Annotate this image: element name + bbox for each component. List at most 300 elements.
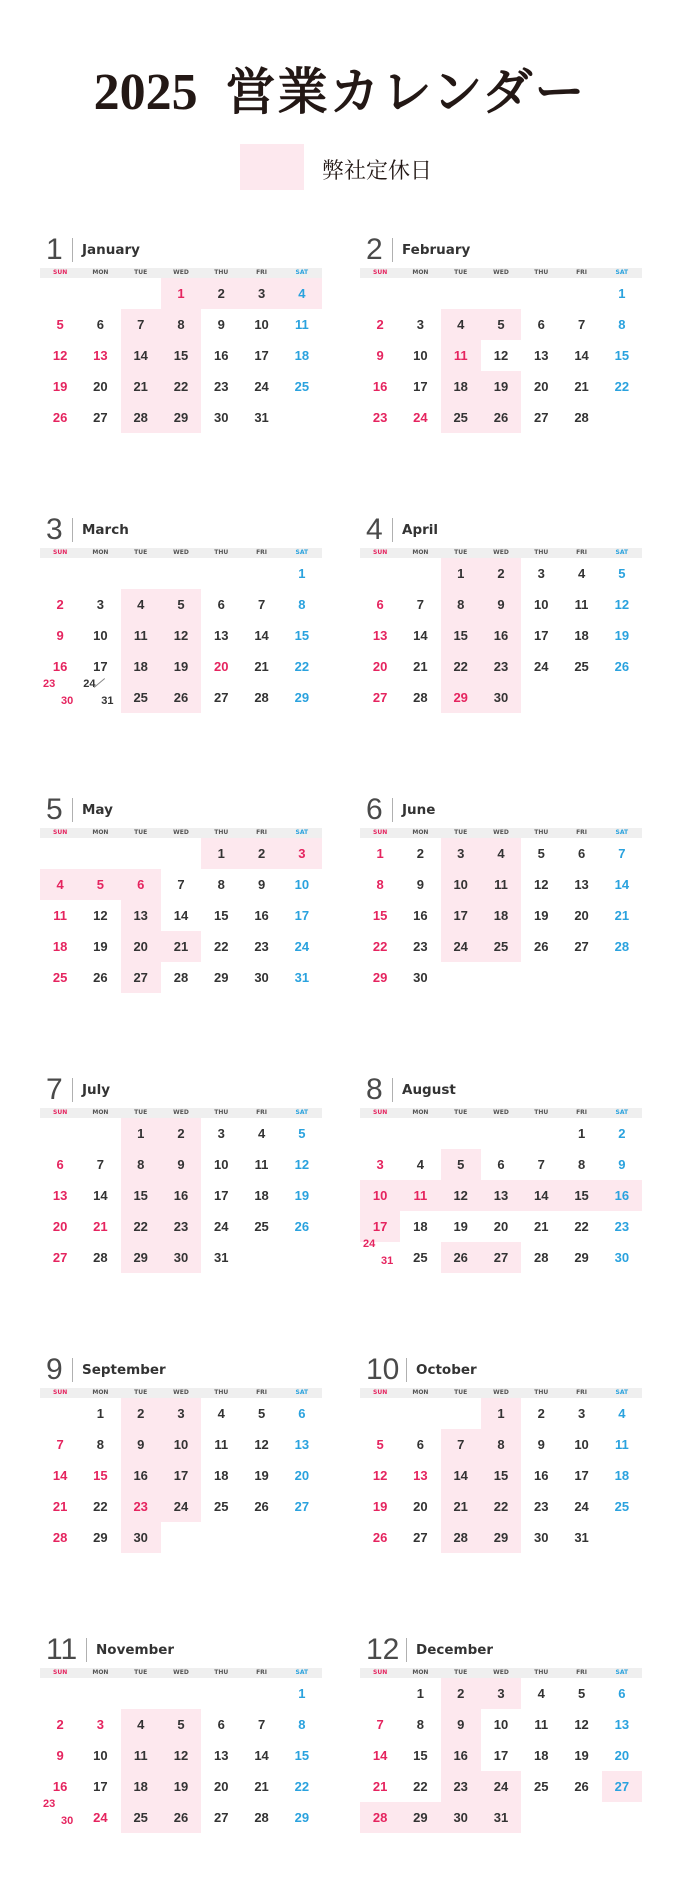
day-cell: 2 xyxy=(537,1406,545,1421)
month-june xyxy=(360,790,642,990)
day-cell: 7 xyxy=(121,309,161,340)
weekday-sat: SAT xyxy=(615,269,629,276)
month-number: 8 xyxy=(366,1073,383,1106)
month-header xyxy=(40,230,322,270)
day-cell: 8 xyxy=(96,1437,105,1452)
day-cell: 20 xyxy=(214,1779,229,1794)
day-cell: 4 xyxy=(121,1709,161,1740)
weekday-header xyxy=(40,828,322,838)
day-cell: 28 xyxy=(52,1530,68,1545)
day-cell: 26 xyxy=(294,1219,310,1234)
day-cell: 18 xyxy=(121,1771,161,1802)
day-cell: 5 xyxy=(441,1149,481,1180)
day-cell: 5 xyxy=(537,846,545,861)
day-cell: 26 xyxy=(93,970,108,985)
day-cell: 20 xyxy=(294,1468,310,1483)
day-cell: 21 xyxy=(372,1779,388,1794)
day-cell: 8 xyxy=(618,317,626,332)
day-cell: 18 xyxy=(534,1748,549,1763)
day-cell: 15 xyxy=(161,340,201,371)
day-cell: 10 xyxy=(441,869,481,900)
day-cell: 20 xyxy=(93,379,108,394)
day-cell: 19 xyxy=(453,1219,468,1234)
day-cell: 2 xyxy=(618,1126,626,1141)
day-cell: 30 xyxy=(161,1242,201,1273)
weekday-sun: SUN xyxy=(53,1109,68,1116)
day-cell: 2 xyxy=(56,1717,64,1732)
day-cell: 8 xyxy=(416,1717,425,1732)
day-cell: 10 xyxy=(161,1429,201,1460)
weekday-wed: WED xyxy=(173,1389,189,1396)
day-cell: 19 xyxy=(574,1748,589,1763)
day-cell: 9 xyxy=(56,1748,64,1763)
weekday-wed: WED xyxy=(493,269,509,276)
day-cell: 4 xyxy=(40,869,80,900)
day-cell: 22 xyxy=(372,939,388,954)
day-cell: 25 xyxy=(121,682,161,713)
weekday-tue: TUE xyxy=(134,1389,148,1396)
month-number: 3 xyxy=(46,513,63,546)
day-cell: 2 xyxy=(441,1678,481,1709)
day-cell: 18 xyxy=(254,1188,269,1203)
day-cell: 1 xyxy=(577,1126,586,1141)
day-cell: 30 xyxy=(481,682,521,713)
weekday-sat: SAT xyxy=(295,269,309,276)
day-cell: 30 xyxy=(254,970,269,985)
day-cell: 2 xyxy=(121,1398,161,1429)
day-cell: 5 xyxy=(257,1406,266,1421)
month-header xyxy=(360,230,642,270)
month-divider xyxy=(406,1358,407,1382)
day-cell: 13 xyxy=(481,1180,521,1211)
day-cell: 26 xyxy=(574,1779,589,1794)
day-cell: 29 xyxy=(372,970,388,985)
weekday-sat: SAT xyxy=(295,1669,309,1676)
day-cell: 23 xyxy=(161,1211,201,1242)
day-cell: 22 xyxy=(294,1779,310,1794)
day-cell: 24 xyxy=(214,1219,229,1234)
day-cell: 15 xyxy=(441,620,481,651)
day-cell: 12 xyxy=(52,348,68,363)
day-cell: 19 xyxy=(52,379,68,394)
weekday-mon: MON xyxy=(412,829,429,836)
day-cell: 5 xyxy=(298,1126,306,1141)
day-cell: 27 xyxy=(481,1242,521,1273)
day-cell: 3 xyxy=(217,1126,225,1141)
day-cell: 2 xyxy=(376,317,384,332)
day-cell: 2 xyxy=(161,1118,201,1149)
day-cell: 22 xyxy=(214,939,229,954)
day-cell: 6 xyxy=(298,1406,306,1421)
day-cell: 3 xyxy=(577,1406,586,1421)
weekday-wed: WED xyxy=(173,269,189,276)
day-cell: 20 xyxy=(413,1499,428,1514)
day-cell: 2 xyxy=(201,278,241,309)
month-days xyxy=(40,1398,322,1558)
day-cell: 8 xyxy=(441,589,481,620)
day-cell: 25 xyxy=(481,931,521,962)
weekday-sun: SUN xyxy=(373,549,388,556)
day-cell: 14 xyxy=(614,877,630,892)
day-cell: 14 xyxy=(574,348,589,363)
day-cell: 12 xyxy=(161,1740,201,1771)
legend-swatch xyxy=(240,144,304,190)
month-divider xyxy=(406,1638,407,1662)
weekday-fri: FRI xyxy=(576,829,588,836)
day-cell: 14 xyxy=(441,1460,481,1491)
day-cell: 28 xyxy=(574,410,589,425)
day-cell: 3 xyxy=(282,838,322,869)
month-name: April xyxy=(402,522,439,538)
month-february xyxy=(360,230,642,430)
day-cell: 15 xyxy=(561,1180,601,1211)
month-name: March xyxy=(82,522,129,538)
day-cell-pair: 24 31 xyxy=(363,1238,394,1267)
month-divider xyxy=(392,518,393,542)
day-cell: 17 xyxy=(161,1460,201,1491)
day-cell: 6 xyxy=(376,597,384,612)
month-days xyxy=(40,278,322,438)
month-march xyxy=(40,510,322,710)
day-cell: 17 xyxy=(574,1468,589,1483)
day-cell: 23 xyxy=(614,1219,630,1234)
day-cell: 26 xyxy=(441,1242,481,1273)
day-cell: 21 xyxy=(254,1779,269,1794)
day-cell: 8 xyxy=(161,309,201,340)
day-cell: 5 xyxy=(376,1437,384,1452)
weekday-sat: SAT xyxy=(615,1389,629,1396)
day-cell: 16 xyxy=(254,908,269,923)
weekday-wed: WED xyxy=(173,1669,189,1676)
month-number: 4 xyxy=(366,513,383,546)
month-divider xyxy=(392,1078,393,1102)
day-cell: 19 xyxy=(372,1499,388,1514)
day-cell: 28 xyxy=(413,690,428,705)
weekday-tue: TUE xyxy=(454,1389,468,1396)
weekday-header xyxy=(360,1388,642,1398)
day-cell: 18 xyxy=(121,651,161,682)
day-cell: 6 xyxy=(497,1157,505,1172)
day-cell: 1 xyxy=(416,1686,425,1701)
weekday-sun: SUN xyxy=(53,269,68,276)
month-number: 2 xyxy=(366,233,383,266)
month-name: May xyxy=(82,802,113,818)
month-header xyxy=(360,510,642,550)
weekday-mon: MON xyxy=(92,829,109,836)
day-cell: 29 xyxy=(161,402,201,433)
day-cell: 27 xyxy=(121,962,161,993)
day-cell: 1 xyxy=(298,566,306,581)
day-cell: 12 xyxy=(493,348,509,363)
day-cell: 12 xyxy=(372,1468,388,1483)
month-november xyxy=(40,1630,322,1830)
legend-label: 弊社定休日 xyxy=(322,159,433,184)
day-cell: 31 xyxy=(574,1530,589,1545)
month-number: 1 xyxy=(46,233,63,266)
day-cell: 31 xyxy=(294,970,310,985)
month-header xyxy=(360,1630,642,1670)
weekday-thu: THU xyxy=(214,1669,229,1676)
month-header xyxy=(40,510,322,550)
day-cell: 19 xyxy=(534,908,549,923)
day-cell: 22 xyxy=(574,1219,589,1234)
day-cell: 29 xyxy=(400,1802,440,1833)
day-cell: 14 xyxy=(254,1748,269,1763)
weekday-thu: THU xyxy=(214,1109,229,1116)
day-cell: 12 xyxy=(441,1180,481,1211)
weekday-sat: SAT xyxy=(615,1669,629,1676)
day-cell: 28 xyxy=(254,690,269,705)
day-cell: 25 xyxy=(52,970,68,985)
day-cell: 1 xyxy=(121,1118,161,1149)
day-cell: 16 xyxy=(52,1779,68,1794)
month-divider xyxy=(72,1358,73,1382)
day-cell: 13 xyxy=(52,1188,68,1203)
month-header xyxy=(40,1350,322,1390)
day-cell: 29 xyxy=(481,1522,521,1553)
day-cell: 16 xyxy=(214,348,229,363)
day-cell: 8 xyxy=(121,1149,161,1180)
day-cell: 5 xyxy=(161,1709,201,1740)
day-cell: 29 xyxy=(93,1530,108,1545)
day-cell: 3 xyxy=(241,278,281,309)
month-name: October xyxy=(416,1362,477,1378)
weekday-fri: FRI xyxy=(576,1109,588,1116)
weekday-mon: MON xyxy=(412,269,429,276)
day-cell: 15 xyxy=(481,1460,521,1491)
day-cell: 7 xyxy=(577,317,586,332)
day-cell: 30 xyxy=(614,1250,630,1265)
day-cell: 21 xyxy=(121,371,161,402)
day-cell: 18 xyxy=(574,628,589,643)
weekday-tue: TUE xyxy=(454,269,468,276)
day-cell: 25 xyxy=(614,1499,630,1514)
day-cell: 12 xyxy=(254,1437,269,1452)
day-cell: 26 xyxy=(161,1802,201,1833)
day-cell: 15 xyxy=(93,1468,108,1483)
day-cell: 1 xyxy=(618,286,626,301)
day-cell: 7 xyxy=(257,1717,266,1732)
weekday-fri: FRI xyxy=(576,1389,588,1396)
day-cell: 31 xyxy=(254,410,269,425)
weekday-thu: THU xyxy=(214,549,229,556)
month-name: November xyxy=(96,1642,175,1658)
weekday-header xyxy=(360,548,642,558)
month-august xyxy=(360,1070,642,1270)
weekday-header xyxy=(360,1108,642,1118)
weekday-sat: SAT xyxy=(295,1389,309,1396)
day-cell: 16 xyxy=(161,1180,201,1211)
day-cell: 25 xyxy=(441,402,481,433)
weekday-wed: WED xyxy=(173,829,189,836)
month-days xyxy=(40,558,322,718)
month-number: 6 xyxy=(366,793,383,826)
day-cell: 31 xyxy=(214,1250,229,1265)
day-cell: 12 xyxy=(534,877,549,892)
day-cell: 12 xyxy=(614,597,630,612)
day-cell: 4 xyxy=(257,1126,266,1141)
day-cell: 13 xyxy=(413,1468,428,1483)
day-cell: 28 xyxy=(614,939,630,954)
weekday-fri: FRI xyxy=(256,269,268,276)
day-cell: 11 xyxy=(534,1717,549,1732)
day-cell: 14 xyxy=(121,340,161,371)
day-cell: 4 xyxy=(121,589,161,620)
day-cell: 26 xyxy=(254,1499,269,1514)
day-cell: 28 xyxy=(441,1522,481,1553)
day-cell: 4 xyxy=(441,309,481,340)
day-cell: 17 xyxy=(360,1211,400,1242)
weekday-thu: THU xyxy=(534,1669,549,1676)
weekday-fri: FRI xyxy=(576,269,588,276)
weekday-sat: SAT xyxy=(615,549,629,556)
day-cell: 21 xyxy=(93,1219,108,1234)
weekday-fri: FRI xyxy=(256,1109,268,1116)
day-cell: 25 xyxy=(534,1779,549,1794)
day-cell: 30 xyxy=(413,970,428,985)
weekday-tue: TUE xyxy=(454,1669,468,1676)
weekday-fri: FRI xyxy=(256,1389,268,1396)
day-cell: 5 xyxy=(577,1686,586,1701)
month-days xyxy=(360,838,642,998)
day-cell: 2 xyxy=(56,597,64,612)
day-cell: 17 xyxy=(441,900,481,931)
day-cell: 9 xyxy=(161,1149,201,1180)
day-cell: 10 xyxy=(360,1180,400,1211)
month-number: 11 xyxy=(46,1633,78,1666)
month-january xyxy=(40,230,322,430)
month-divider xyxy=(86,1638,87,1662)
day-cell: 20 xyxy=(493,1219,509,1234)
weekday-tue: TUE xyxy=(134,269,148,276)
day-cell: 3 xyxy=(441,838,481,869)
day-cell: 5 xyxy=(161,589,201,620)
day-cell: 27 xyxy=(52,1250,68,1265)
day-cell: 21 xyxy=(534,1219,549,1234)
day-cell: 15 xyxy=(214,908,229,923)
weekday-mon: MON xyxy=(92,269,109,276)
day-cell: 18 xyxy=(614,1468,630,1483)
weekday-thu: THU xyxy=(534,829,549,836)
page-title xyxy=(0,52,680,124)
day-cell: 2 xyxy=(481,558,521,589)
weekday-header xyxy=(360,828,642,838)
day-cell: 29 xyxy=(574,1250,589,1265)
month-name: September xyxy=(82,1362,166,1378)
day-cell: 10 xyxy=(413,348,428,363)
weekday-thu: THU xyxy=(534,1109,549,1116)
day-cell: 25 xyxy=(254,1219,269,1234)
day-cell: 13 xyxy=(214,1748,229,1763)
day-cell: 18 xyxy=(214,1468,229,1483)
day-cell: 12 xyxy=(93,908,108,923)
weekday-tue: TUE xyxy=(134,1109,148,1116)
day-cell: 27 xyxy=(534,410,549,425)
day-cell: 3 xyxy=(96,597,105,612)
day-cell: 5 xyxy=(80,869,120,900)
legend xyxy=(0,144,680,190)
day-cell: 20 xyxy=(214,659,229,674)
month-number: 12 xyxy=(366,1633,400,1666)
day-cell: 25 xyxy=(214,1499,229,1514)
day-cell: 7 xyxy=(56,1437,64,1452)
day-cell: 25 xyxy=(413,1250,428,1265)
weekday-wed: WED xyxy=(493,1109,509,1116)
day-cell: 8 xyxy=(217,877,225,892)
day-cell: 6 xyxy=(56,1157,64,1172)
day-cell: 10 xyxy=(254,317,269,332)
day-cell: 24 xyxy=(534,659,549,674)
weekday-mon: MON xyxy=(92,1389,109,1396)
day-cell: 16 xyxy=(413,908,428,923)
day-cell: 10 xyxy=(93,1748,108,1763)
day-cell: 4 xyxy=(282,278,322,309)
month-divider xyxy=(72,238,73,262)
day-cell: 30 xyxy=(441,1802,481,1833)
day-cell: 13 xyxy=(534,348,549,363)
day-cell-pair: 23 30 xyxy=(43,1798,74,1827)
month-days xyxy=(360,1118,642,1278)
weekday-sun: SUN xyxy=(53,1389,68,1396)
title-text: 営業カレンダー xyxy=(225,63,587,121)
day-cell: 20 xyxy=(574,908,589,923)
day-cell: 13 xyxy=(93,348,108,363)
day-cell: 11 xyxy=(481,869,521,900)
day-cell: 9 xyxy=(618,1157,626,1172)
day-cell: 27 xyxy=(93,410,108,425)
weekday-thu: THU xyxy=(214,1389,229,1396)
day-cell: 1 xyxy=(441,558,481,589)
month-days xyxy=(40,838,322,998)
day-cell: 23 xyxy=(372,410,388,425)
weekday-tue: TUE xyxy=(454,829,468,836)
day-cell: 14 xyxy=(52,1468,68,1483)
day-cell: 26 xyxy=(161,682,201,713)
day-cell: 5 xyxy=(56,317,64,332)
month-divider xyxy=(392,238,393,262)
day-cell: 21 xyxy=(574,379,589,394)
day-cell: 22 xyxy=(481,1491,521,1522)
day-cell: 9 xyxy=(257,877,266,892)
day-cell: 6 xyxy=(537,317,545,332)
day-cell: 24 xyxy=(441,931,481,962)
day-cell: 4 xyxy=(537,1686,545,1701)
weekday-header xyxy=(40,268,322,278)
day-cell: 11 xyxy=(614,1437,629,1452)
month-header xyxy=(40,1630,322,1670)
weekday-thu: THU xyxy=(534,549,549,556)
day-cell: 5 xyxy=(481,309,521,340)
day-cell: 18 xyxy=(413,1219,428,1234)
day-cell: 22 xyxy=(93,1499,108,1514)
day-cell: 31 xyxy=(481,1802,521,1833)
weekday-mon: MON xyxy=(92,1109,109,1116)
day-cell: 14 xyxy=(254,628,269,643)
day-cell: 28 xyxy=(93,1250,108,1265)
weekday-tue: TUE xyxy=(134,829,148,836)
day-cell: 10 xyxy=(534,597,549,612)
weekday-mon: MON xyxy=(92,1669,109,1676)
day-cell: 17 xyxy=(93,1779,108,1794)
month-header xyxy=(360,1350,642,1390)
month-name: December xyxy=(416,1642,494,1658)
day-cell: 24 xyxy=(294,939,310,954)
day-cell: 14 xyxy=(173,908,189,923)
day-cell: 17 xyxy=(254,348,269,363)
day-cell: 27 xyxy=(214,1810,229,1825)
weekday-mon: MON xyxy=(412,1109,429,1116)
day-cell: 23 xyxy=(121,1491,161,1522)
